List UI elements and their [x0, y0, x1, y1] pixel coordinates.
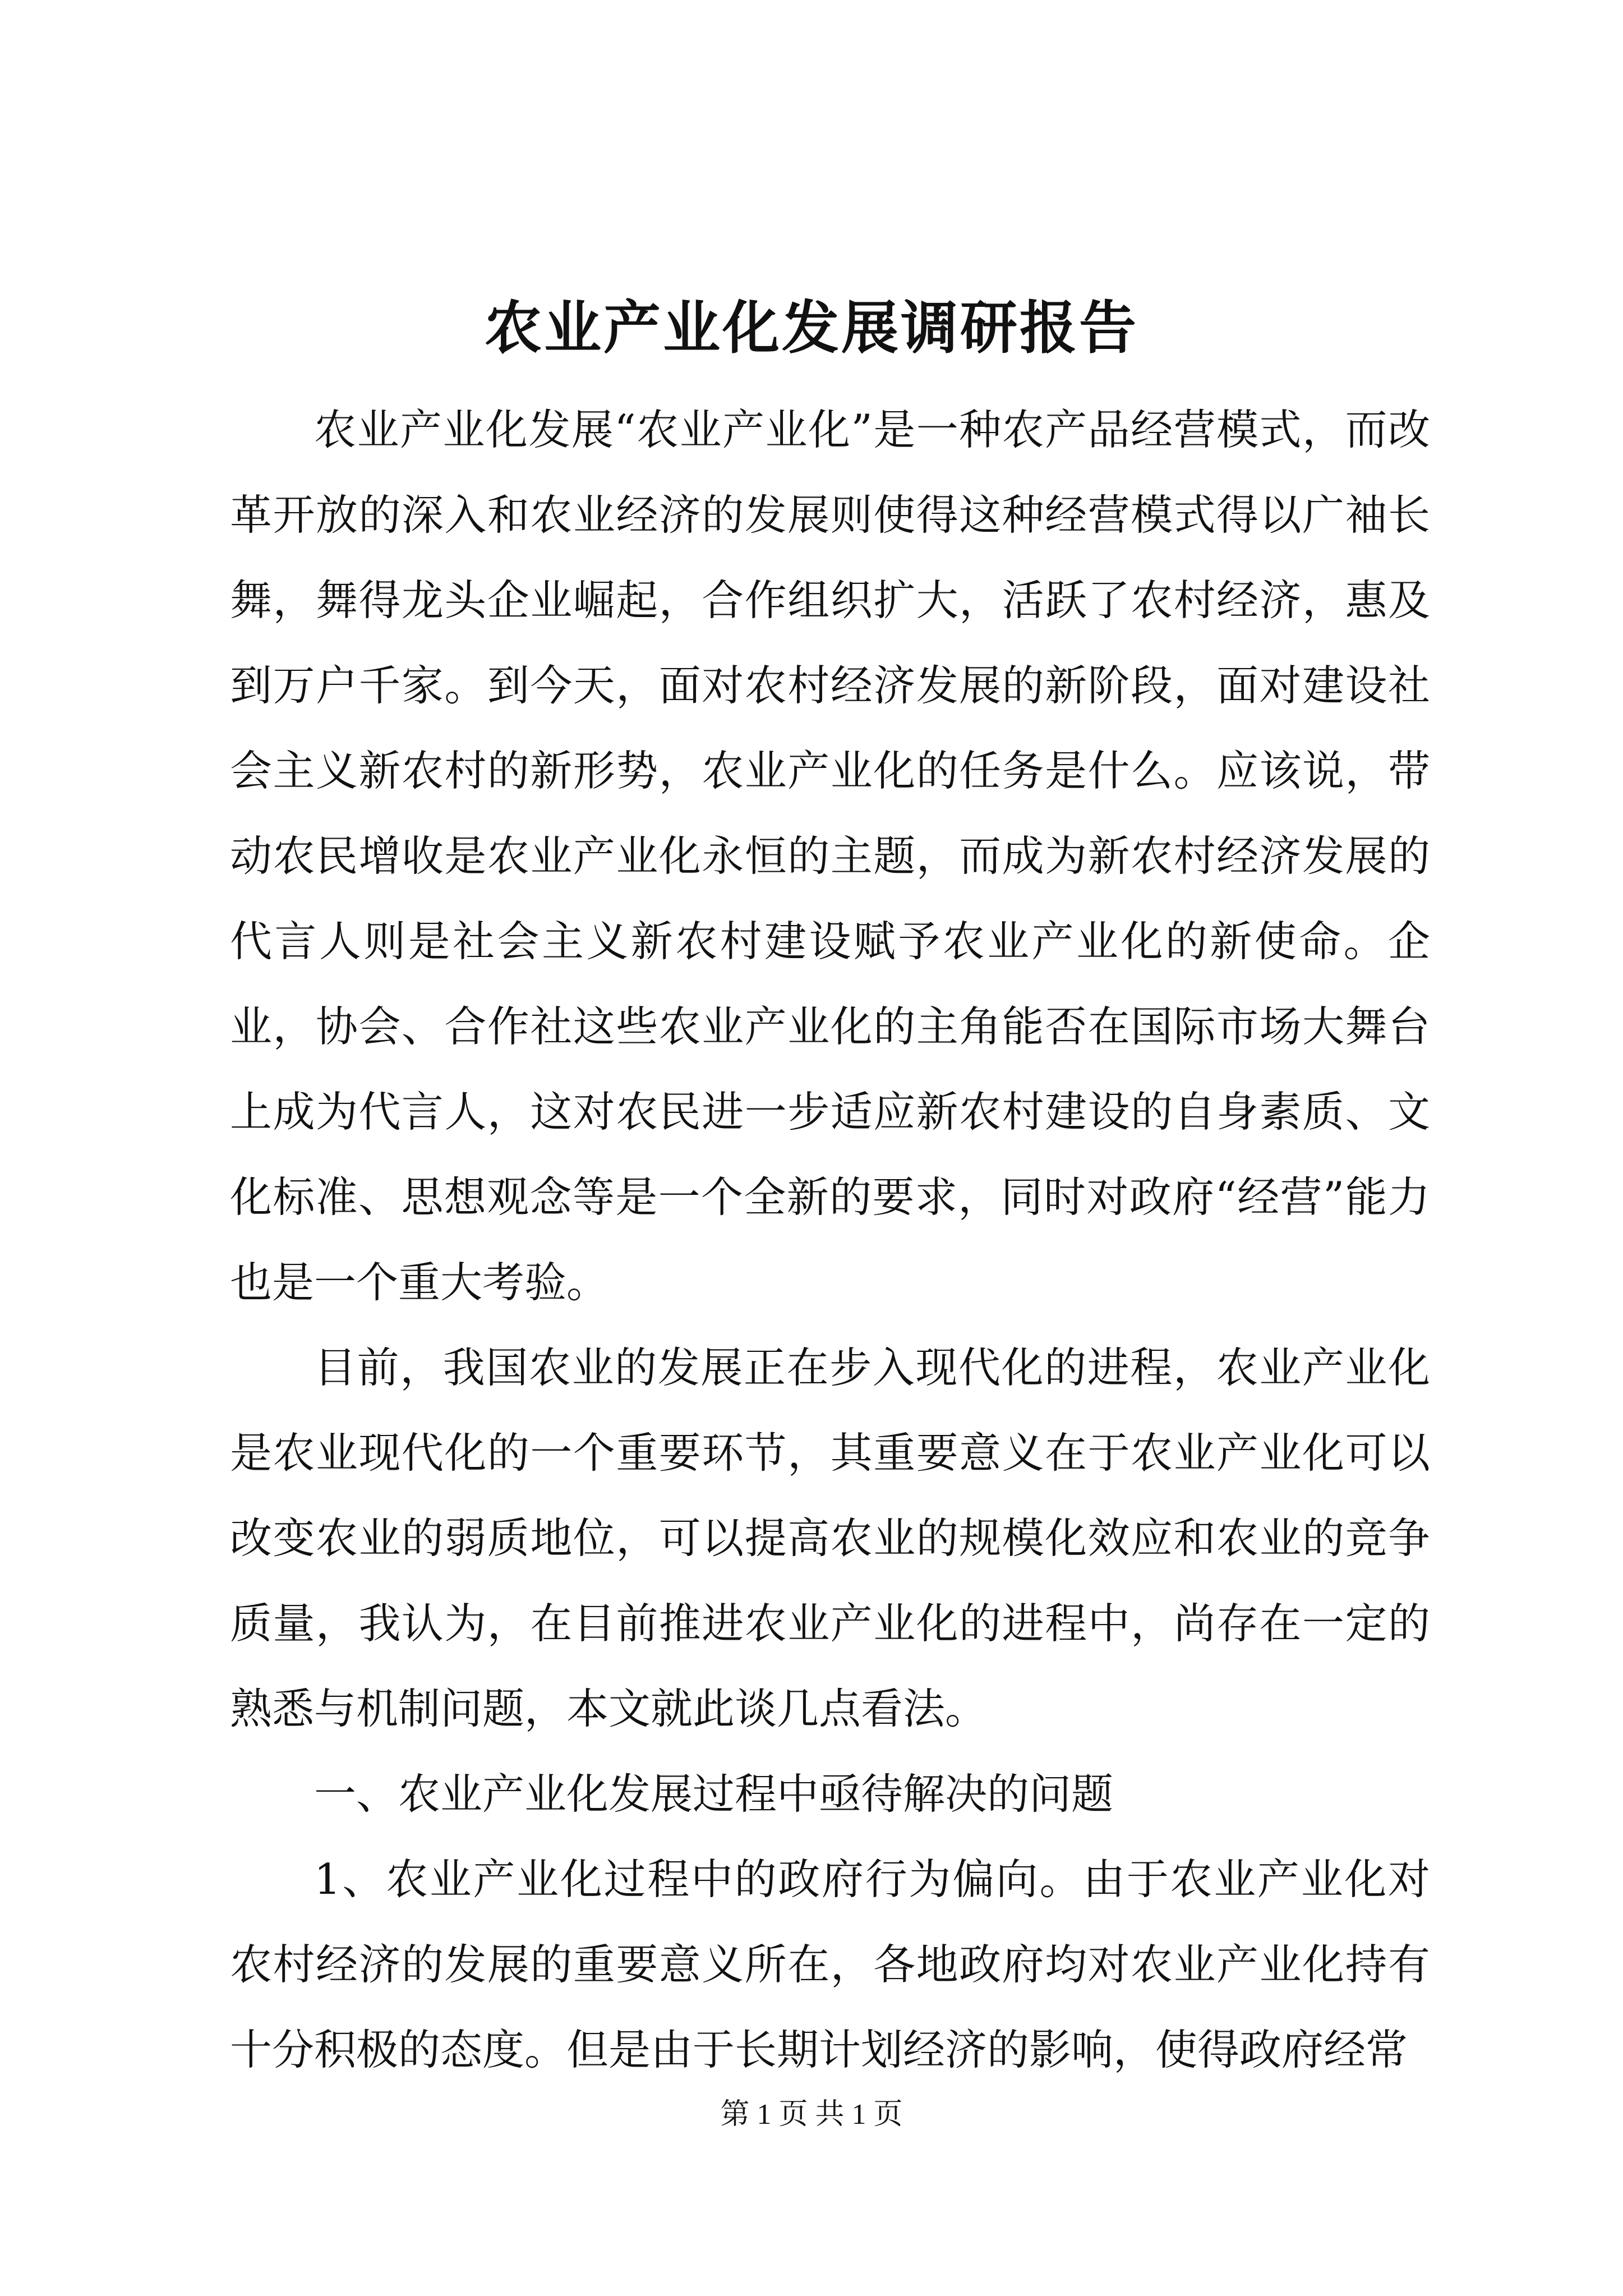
- paragraph-current-status: 目前，我国农业的发展正在步入现代化的进程，农业产业化是农业现代化的一个重要环节，其重要意义在于农业产业化可以改变农业的弱质地位，可以提高农业的规模化效应和农业的竞争质量，我认为，在目前推进农业产业化的进程中，尚存在一定的熟悉与机制问题，本文就此谈几点看法。: [230, 1343, 1430, 1733]
- document-title: 农业产业化发展调研报告: [485, 295, 1138, 362]
- page-footer: 第 1 页 共 1 页: [720, 2099, 903, 2131]
- paragraph-government-bias: 1、农业产业化过程中的政府行为偏向。由于农业产业化对农村经济的发展的重要意义所在，各地政府均对农业产业化持有十分积极的态度。但是由于长期计划经济的影响，使得政府经常: [230, 1855, 1430, 2074]
- paragraph-intro: 农业产业化发展“农业产业化”是一种农产品经营模式，而改革开放的深入和农业经济的发展则使得这种经营模式得以广袖长舞，舞得龙头企业崛起，合作组织扩大，活跃了农村经济，惠及到万户千家。到今天，面对农村经济发展的新阶段，面对建设社会主义新农村的新形势，农业产业化的任务是什么。应该说，带动农民增收是农业产业化永恒的主题，而成为新农村经济发展的代言人则是社会主义新农村建设赋予农业产业化的新使命。企业，协会、合作社这些农业产业化的主角能否在国际市场大舞台上成为代言人，这对农民进一步适应新农村建设的自身素质、文化标准、思想观念等是一个全新的要求，同时对政府“经营”能力也是一个重大考验。: [230, 405, 1430, 1307]
- section-heading-problems: 一、农业产业化发展过程中亟待解决的问题: [314, 1769, 1114, 1819]
- document-body: [230, 387, 1430, 2092]
